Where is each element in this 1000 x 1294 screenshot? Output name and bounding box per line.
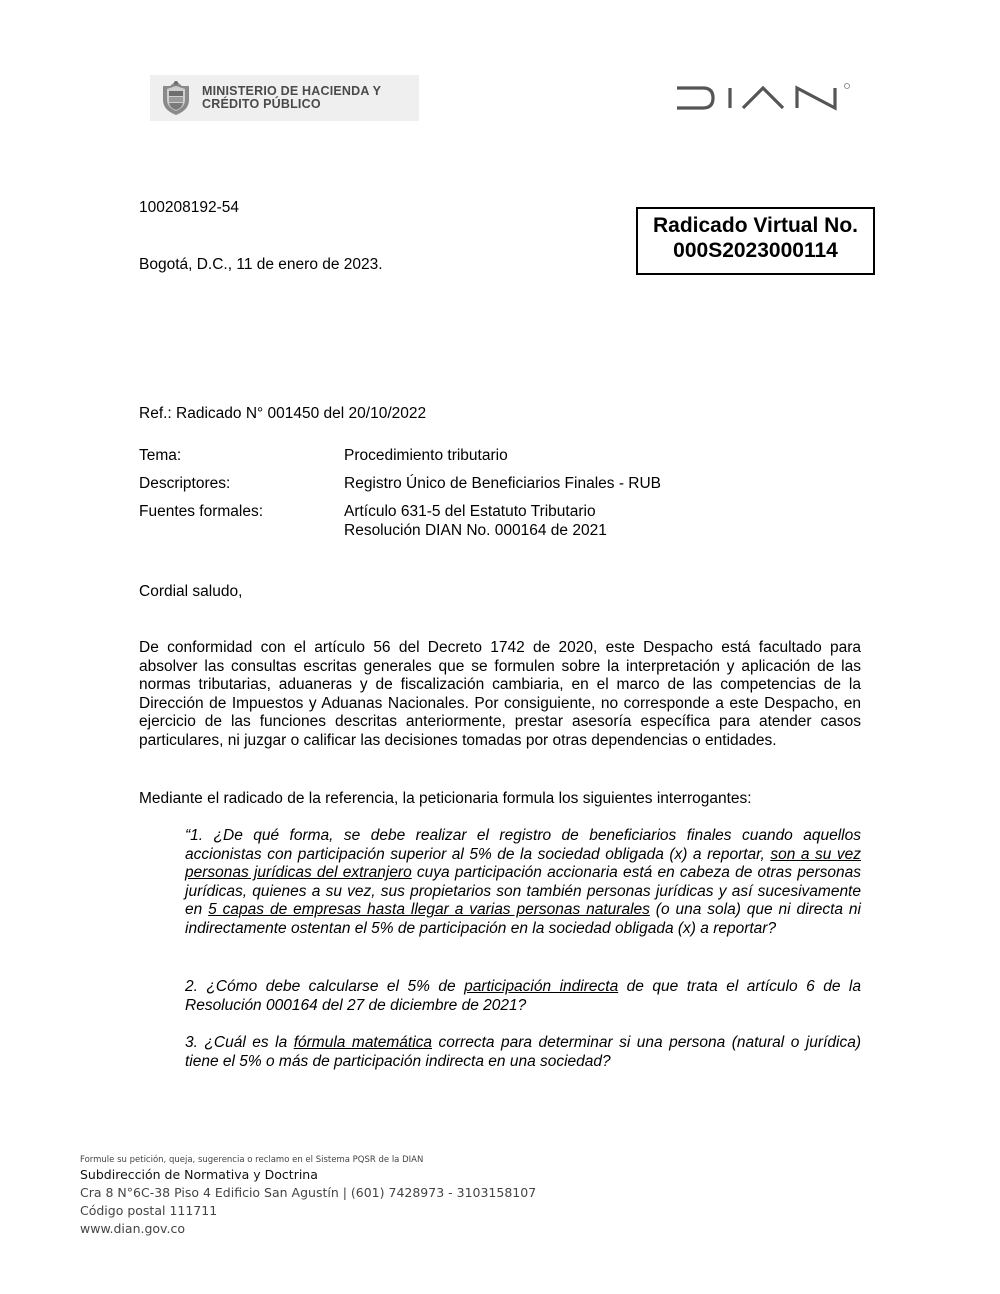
question-3-text-a: 3. ¿Cuál es la — [185, 1034, 294, 1051]
question-1 — [185, 827, 861, 939]
fuentes-value-2: Resolución DIAN No. 000164 de 2021 — [344, 522, 607, 539]
ministry-logo — [150, 75, 419, 121]
ministry-name-line2: CRÉDITO PÚBLICO — [202, 97, 321, 111]
greeting: Cordial saludo, — [139, 583, 243, 600]
footer-pqsr: Formule su petición, queja, sugerencia o reclamo en el Sistema PQSR de la DIAN — [80, 1155, 424, 1165]
footer-postal: Código postal 111711 — [80, 1203, 218, 1218]
question-2-underline: participación indirecta — [464, 978, 619, 995]
fuentes-label: Fuentes formales: — [139, 503, 264, 520]
reference: Ref.: Radicado N° 001450 del 20/10/2022 — [139, 405, 427, 422]
question-1-text-a: “1. ¿De qué forma, se debe realizar el registro de beneficiarios finales cuando aquellos accionistas con participación superior al 5% de la sociedad obligada (x) a reportar, — [185, 827, 861, 863]
paragraph-competence: De conformidad con el artículo 56 del Decreto 1742 de 2020, este Despacho está facultado para absolver las consultas escritas generales que se formulen sobre la interpretación y aplicación de las normas tributarias, aduaneras y de fiscalización cambiaria, en el marco de las competencias de la Dirección de Impuestos y Aduanas Nacionales. Por consiguiente, no corresponde a este Despacho, en ejercicio de las funciones descritas anteriormente, prestar asesoría específica para atender casos particulares, ni juzgar o calificar las decisiones tomadas por otras dependencias o entidades. — [139, 639, 861, 749]
paragraph-questions-intro: Mediante el radicado de la referencia, la peticionaria formula los siguientes interrogantes: — [139, 790, 752, 807]
ministry-name-line1: MINISTERIO DE HACIENDA Y — [202, 84, 382, 98]
question-1-underline-a: son a su vez personas jurídicas del extranjero — [185, 845, 861, 882]
footer-address: Cra 8 N°6C-38 Piso 4 Edificio San Agustín | (601) 7428973 - 3103158107 — [80, 1185, 537, 1200]
footer-office: Subdirección de Normativa y Doctrina — [80, 1167, 318, 1182]
footer-website[interactable]: www.dian.gov.co — [80, 1221, 185, 1236]
question-1-text-b: cuya participación accionaria está en cabeza de otras personas jurídicas, quienes a su vez, sus propietarios son también personas jurídicas y así sucesivamente en — [185, 864, 861, 919]
question-2 — [185, 978, 861, 1015]
descriptores-label: Descriptores: — [139, 475, 231, 492]
question-1-text-c: (o una sola) que ni directa ni indirectamente ostentan el 5% de participación en la sociedad obligada (x) a reportar? — [185, 901, 861, 937]
radicado-box — [636, 207, 875, 275]
radicado-title: Radicado Virtual No. — [653, 214, 858, 237]
tema-value: Procedimiento tributario — [344, 447, 508, 464]
question-3 — [185, 1034, 861, 1071]
question-1-underline-b: 5 capas de empresas hasta llegar a varias personas naturales — [208, 901, 650, 919]
radicado-number: 000S2023000114 — [673, 239, 838, 262]
coat-of-arms-icon — [156, 78, 196, 118]
fuentes-value-1: Artículo 631-5 del Estatuto Tributario — [344, 503, 596, 520]
place-date: Bogotá, D.C., 11 de enero de 2023. — [139, 256, 383, 273]
question-3-text-b: correcta para determinar si una persona (natural o jurídica) tiene el 5% o más de participación indirecta en una sociedad? — [185, 1034, 861, 1070]
dian-logo — [675, 80, 855, 116]
document-number: 100208192-54 — [139, 199, 239, 216]
tema-label: Tema: — [139, 447, 182, 464]
question-2-text-b: de que trata el artículo 6 de la Resolución 000164 del 27 de diciembre de 2021? — [185, 978, 861, 1014]
ministry-name — [202, 85, 381, 111]
question-2-text-a: 2. ¿Cómo debe calcularse el 5% de — [185, 978, 465, 995]
question-3-underline: fórmula matemática — [293, 1034, 433, 1051]
descriptores-value: Registro Único de Beneficiarios Finales - RUB — [344, 475, 662, 492]
